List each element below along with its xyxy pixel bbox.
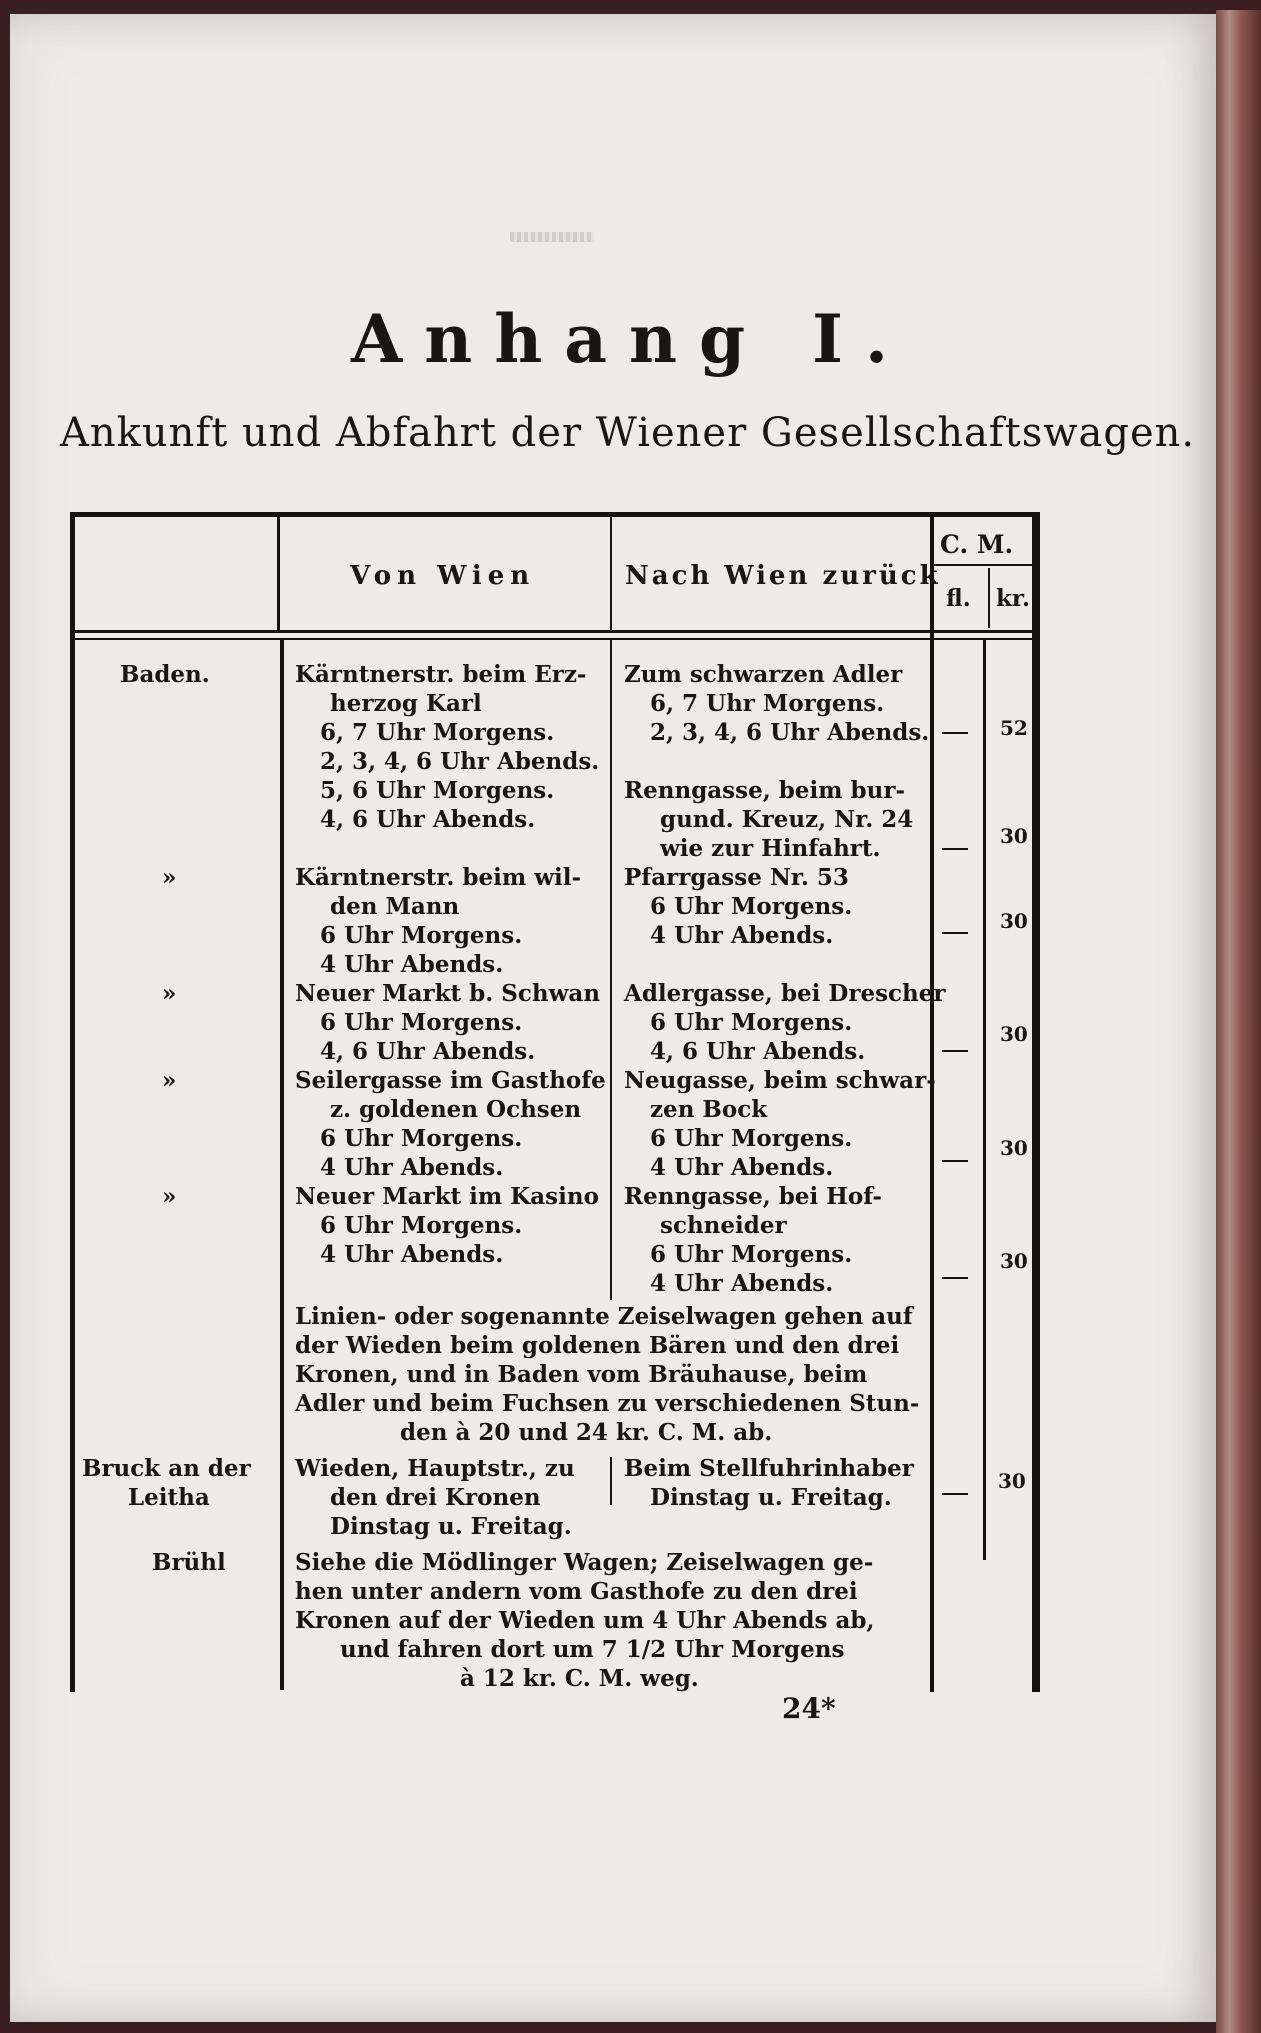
baden-note-line: der Wieden beim goldenen Bären und den drei (295, 1332, 900, 1359)
ditto-mark: » (162, 1183, 177, 1210)
von-line: 6, 7 Uhr Morgens. (320, 719, 555, 746)
nach-line: 6 Uhr Morgens. (650, 893, 853, 920)
nach-line: gund. Kreuz, Nr. 24 (660, 806, 914, 833)
table-right-border (1032, 512, 1040, 1692)
currency-rule (932, 564, 1036, 566)
bleed-through-mark (510, 232, 594, 242)
von-line: 4 Uhr Abends. (320, 1154, 504, 1181)
nach-line: 6, 7 Uhr Morgens. (650, 690, 885, 717)
fl-dash (942, 1050, 968, 1052)
bruehl-note-line: und fahren dort um 7 1/2 Uhr Morgens (340, 1636, 845, 1663)
nach-line: 4 Uhr Abends. (650, 1270, 834, 1297)
fl-kr-divider (983, 640, 986, 1560)
fl-dash (942, 1277, 968, 1279)
von-line: Neuer Markt im Kasino (295, 1183, 599, 1210)
fl-dash (942, 732, 968, 734)
fl-dash (942, 1493, 968, 1495)
baden-note-line: Linien- oder sogenannte Zeiselwagen gehen auf (295, 1303, 913, 1330)
kr-cell: 30 (1000, 1249, 1028, 1273)
col-divider-1 (280, 640, 284, 1690)
header-kr: kr. (996, 585, 1030, 612)
ditto-mark: » (162, 864, 177, 891)
col-divider-1-header (277, 512, 280, 630)
von-line: 4 Uhr Abends. (320, 1241, 504, 1268)
von-line: Neuer Markt b. Schwan (295, 980, 601, 1007)
kr-cell: 30 (1000, 824, 1028, 848)
nach-line: Renngasse, bei Hof- (624, 1183, 882, 1210)
table-left-border (70, 512, 75, 1692)
von-line: 4, 6 Uhr Abends. (320, 1038, 536, 1065)
nach-line: 4 Uhr Abends. (650, 1154, 834, 1181)
place-cell: Brühl (152, 1549, 226, 1576)
header-fl: fl. (946, 585, 971, 612)
table-top-rule (70, 512, 1040, 517)
header-von-wien: Von Wien (350, 561, 536, 591)
nach-line: Beim Stellfuhrinhaber (624, 1455, 914, 1482)
von-line: den drei Kronen (330, 1484, 541, 1511)
nach-line: 2, 3, 4, 6 Uhr Abends. (650, 719, 930, 746)
von-line: Wieden, Hauptstr., zu (295, 1455, 575, 1482)
von-line: Seilergasse im Gasthofe (295, 1067, 606, 1094)
von-line: den Mann (330, 893, 460, 920)
header-rule (74, 630, 1040, 633)
fl-dash (942, 932, 968, 934)
nach-line: Neugasse, beim schwar- (624, 1067, 936, 1094)
von-line: 6 Uhr Morgens. (320, 1212, 523, 1239)
fl-dash (942, 1160, 968, 1162)
fl-dash (942, 848, 968, 850)
nach-line: 4, 6 Uhr Abends. (650, 1038, 866, 1065)
nach-line: zen Bock (650, 1096, 768, 1123)
fl-kr-divider-header (988, 568, 990, 628)
nach-line: 6 Uhr Morgens. (650, 1125, 853, 1152)
von-line: 6 Uhr Morgens. (320, 1009, 523, 1036)
col-divider-2 (610, 640, 612, 1300)
nach-line: 4 Uhr Abends. (650, 922, 834, 949)
von-line: 6 Uhr Morgens. (320, 1125, 523, 1152)
ditto-mark: » (162, 980, 177, 1007)
von-line: 4 Uhr Abends. (320, 951, 504, 978)
col-divider-2b (610, 1457, 612, 1505)
kr-cell: 30 (1000, 1022, 1028, 1046)
baden-note-line: Adler und beim Fuchsen zu verschiedenen Stun- (295, 1390, 920, 1417)
page-subtitle: Ankunft und Abfahrt der Wiener Gesellschaftswagen. (60, 410, 1196, 456)
nach-line: Adlergasse, bei Drescher (624, 980, 946, 1007)
von-line: Kärntnerstr. beim wil- (295, 864, 582, 891)
nach-line: 6 Uhr Morgens. (650, 1009, 853, 1036)
header-rule-2 (74, 638, 1040, 640)
bruehl-note-line: à 12 kr. C. M. weg. (460, 1665, 699, 1692)
page-number: 24* (782, 1692, 836, 1725)
von-line: z. goldenen Ochsen (330, 1096, 582, 1123)
place-cell: Leitha (128, 1484, 210, 1511)
kr-cell: 30 (1000, 1136, 1028, 1160)
nach-line: schneider (660, 1212, 787, 1239)
von-line: Dinstag u. Freitag. (330, 1513, 572, 1540)
timetable (70, 512, 1040, 1692)
kr-cell: 30 (998, 1469, 1026, 1493)
place-cell: Bruck an der (82, 1455, 251, 1482)
nach-line: Zum schwarzen Adler (624, 661, 903, 688)
von-line: Kärntnerstr. beim Erz- (295, 661, 587, 688)
baden-note-line: Kronen, und in Baden vom Bräuhause, beim (295, 1361, 868, 1388)
ditto-mark: » (162, 1067, 177, 1094)
von-line: 2, 3, 4, 6 Uhr Abends. (320, 748, 600, 775)
baden-note-line: den à 20 und 24 kr. C. M. ab. (400, 1419, 773, 1446)
col-divider-2-header (610, 512, 612, 630)
kr-cell: 52 (1000, 716, 1028, 740)
bruehl-note-line: hen unter andern vom Gasthofe zu den drei (295, 1578, 858, 1605)
bruehl-note-line: Siehe die Mödlinger Wagen; Zeiselwagen ge- (295, 1549, 874, 1576)
col-divider-3 (930, 512, 934, 1692)
von-line: 4, 6 Uhr Abends. (320, 806, 536, 833)
von-line: herzog Karl (330, 690, 482, 717)
nach-line: 6 Uhr Morgens. (650, 1241, 853, 1268)
header-currency: C. M. (940, 530, 1014, 559)
nach-line: Pfarrgasse Nr. 53 (624, 864, 849, 891)
place-cell: Baden. (120, 661, 210, 688)
header-nach-wien: Nach Wien zurück (625, 561, 941, 591)
nach-line: Dinstag u. Freitag. (650, 1484, 892, 1511)
von-line: 5, 6 Uhr Morgens. (320, 777, 555, 804)
von-line: 6 Uhr Morgens. (320, 922, 523, 949)
nach-line: Renngasse, beim bur- (624, 777, 905, 804)
nach-line: wie zur Hinfahrt. (660, 835, 881, 862)
kr-cell: 30 (1000, 909, 1028, 933)
bruehl-note-line: Kronen auf der Wieden um 4 Uhr Abends ab, (295, 1607, 875, 1634)
page-title: Anhang I. (351, 300, 910, 378)
